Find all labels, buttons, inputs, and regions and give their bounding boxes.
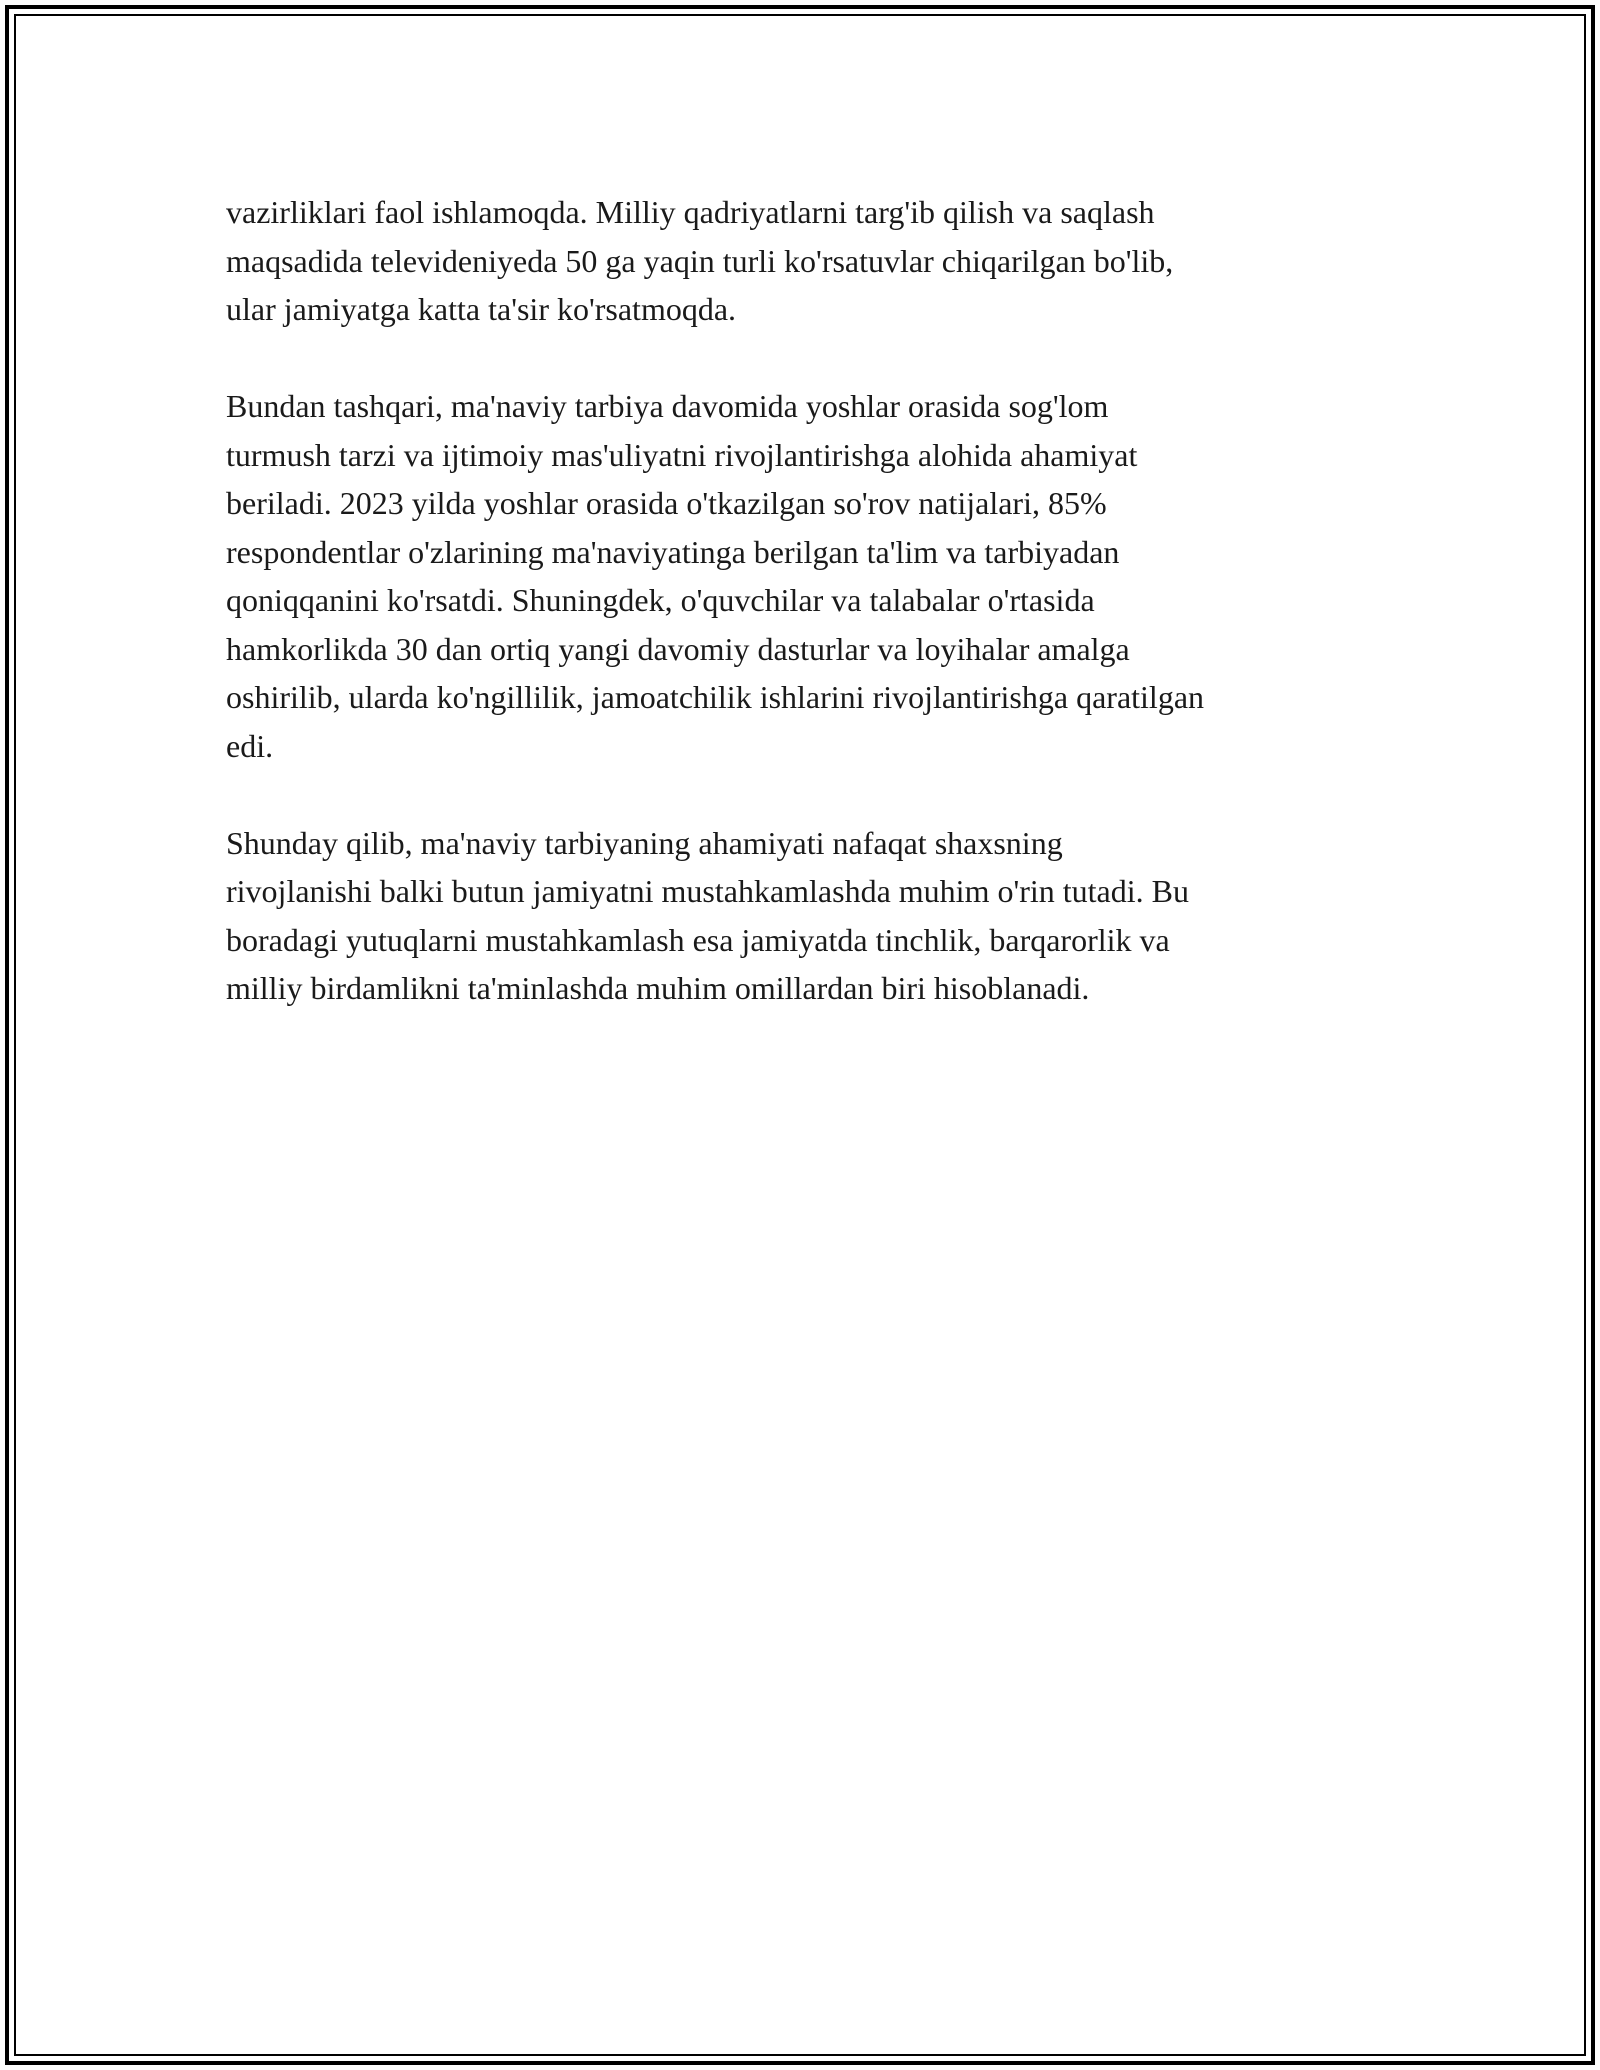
- paragraph-3: Shunday qilib, ma'naviy tarbiyaning ahamiyati nafaqat shaxsning rivojlanishi balki butun jamiyatni mustahkamlashda muhim o'rin tutadi. Bu boradagi yutuqlarni mustahkamlash esa jamiyatda tinchlik, barqarorlik va milliy birdamlikni ta'minlashda muhim omillardan biri hisoblanadi.: [226, 824, 1189, 1006]
- paragraph-1: vazirliklari faol ishlamoqda. Milliy qadriyatlarni targ'ib qilish va saqlash maqsadida televideniyeda 50 ga yaqin turli ko'rsatuvlar chiqarilgan bo'lib, ular jamiyatga katta ta'sir ko'rsatmoqda.: [226, 194, 1174, 327]
- document-body: [226, 188, 1376, 1061]
- paragraph-2: Bundan tashqari, ma'naviy tarbiya davomida yoshlar orasida sog'lom turmush tarzi va ijtimoiy mas'uliyatni rivojlantirishga alohida ahamiyat beriladi. 2023 yilda yoshlar orasida o'tkazilgan so'rov natijalari, 85% respondentlar o'zlarining ma'naviyatinga berilgan ta'lim va tarbiyadan qoniqqanini ko'rsatdi. Shuningdek, o'quvchilar va talabalar o'rtasida hamkorlikda 30 dan ortiq yangi davomiy dasturlar va loyihalar amalga oshirilib, ularda ko'ngillilik, jamoatchilik ishlarini rivojlantirishga qaratilgan edi.: [226, 388, 1205, 764]
